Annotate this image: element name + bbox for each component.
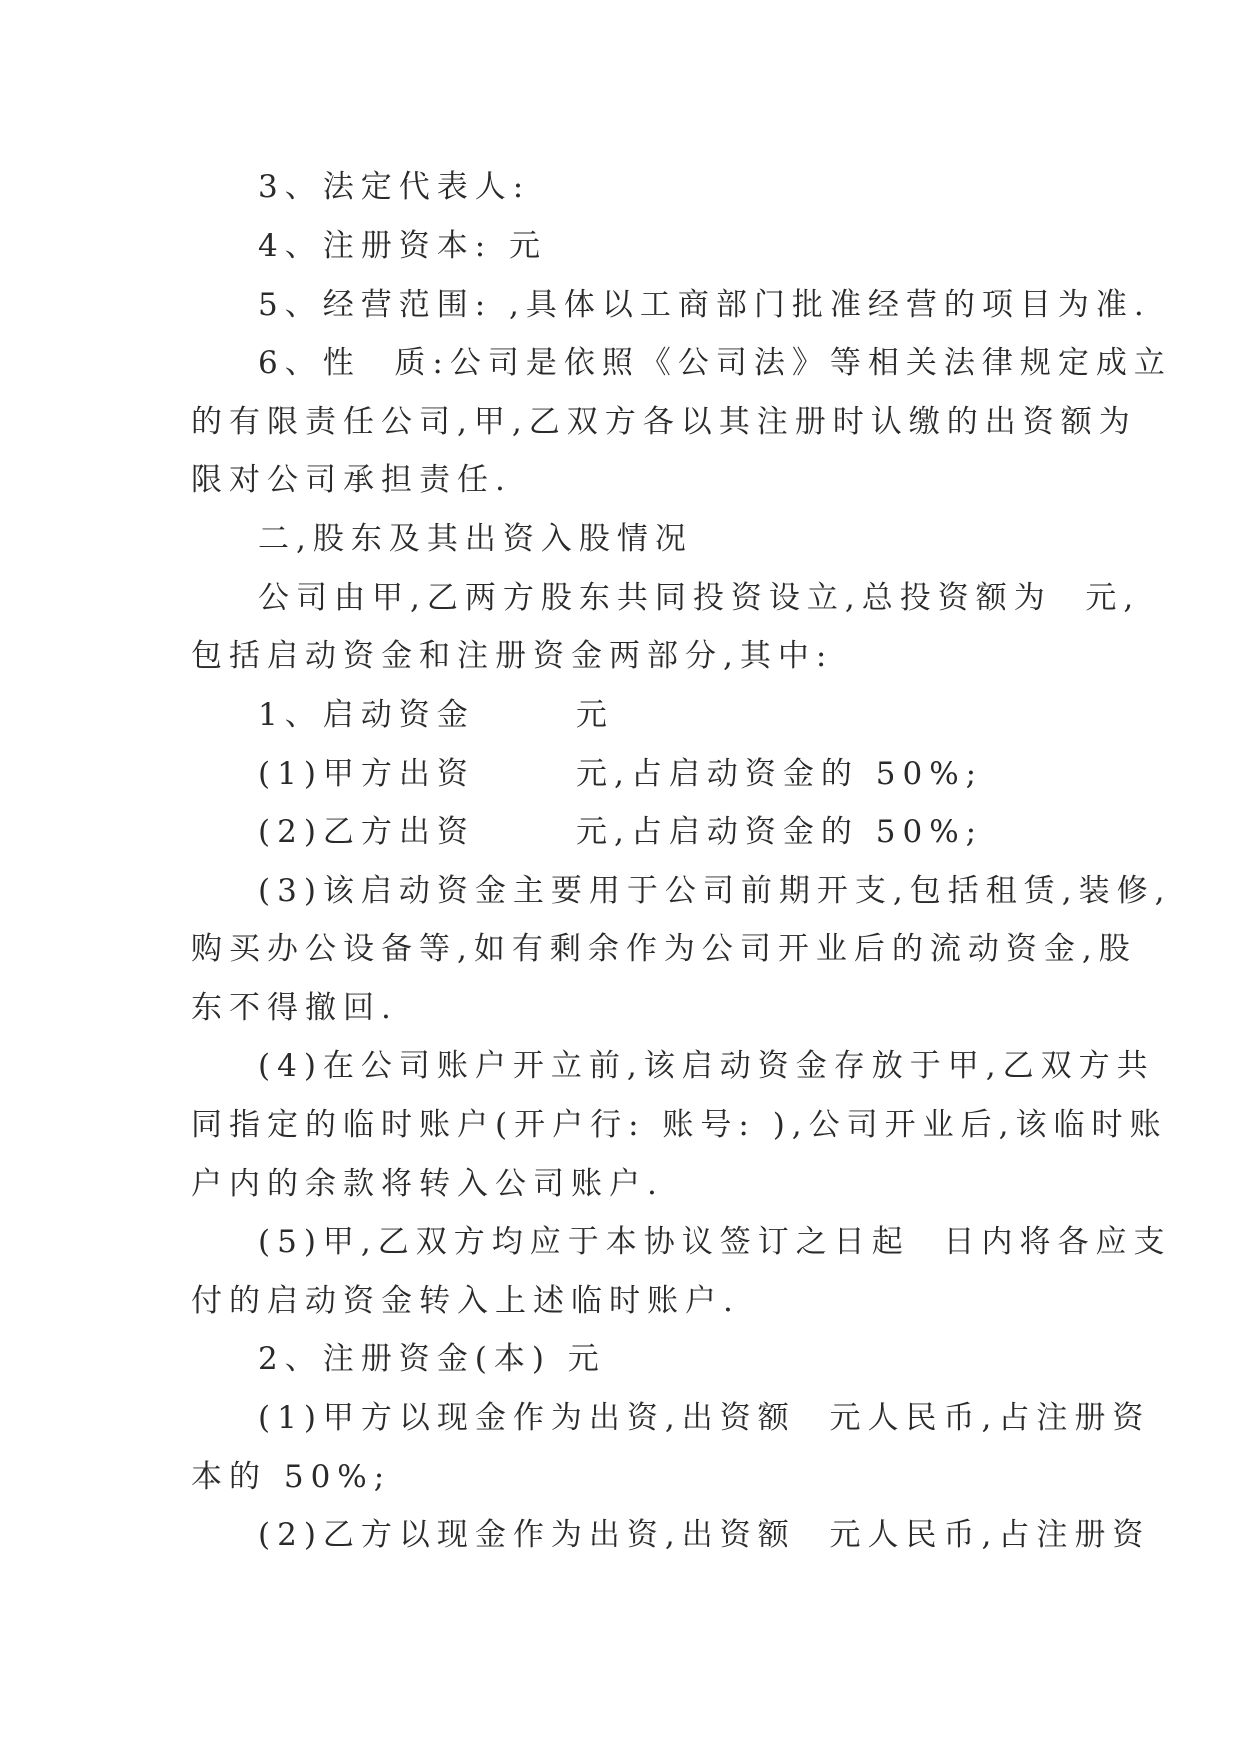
text-line: 3、法定代表人: <box>258 169 531 205</box>
text-line: 的有限责任公司,甲,乙双方各以其注册时认缴的出资额为 <box>191 404 1137 440</box>
text-line: 限对公司承担责任. <box>191 462 512 498</box>
text-line: 东不得撤回. <box>191 990 398 1026</box>
text-line: (1)甲方以现金作为出资,出资额 元人民币,占注册资 <box>258 1400 1151 1436</box>
text-line: 2、注册资金(本) 元 <box>258 1341 606 1377</box>
text-line: 同指定的临时账户(开户行: 账号: ),公司开业后,该临时账 <box>191 1107 1168 1143</box>
text-line: 付的启动资金转入上述临时账户. <box>191 1283 740 1319</box>
text-line: 6、性 质:公司是依照《公司法》等相关法律规定成立 <box>258 345 1172 381</box>
text-line: (5)甲,乙双方均应于本协议签订之日起 日内将各应支 <box>258 1224 1172 1260</box>
text-line: 5、经营范围: ,具体以工商部门批准经营的项目为准. <box>258 287 1151 323</box>
section-heading: 二,股东及其出资入股情况 <box>258 521 693 557</box>
text-line: (4)在公司账户开立前,该启动资金存放于甲,乙双方共 <box>258 1048 1155 1084</box>
text-line: 包括启动资金和注册资金两部分,其中: <box>191 638 834 674</box>
text-line: 1、启动资金 元 <box>258 697 614 733</box>
text-line: (2)乙方出资 元,占启动资金的 50%; <box>258 814 984 850</box>
text-line: 本的 50%; <box>191 1459 392 1495</box>
text-line: 4、注册资本: 元 <box>258 228 548 264</box>
text-line: 户内的余款将转入公司账户. <box>191 1166 664 1202</box>
text-line: (1)甲方出资 元,占启动资金的 50%; <box>258 756 984 792</box>
text-line: (3)该启动资金主要用于公司前期开支,包括租赁,装修, <box>258 873 1172 909</box>
text-line: (2)乙方以现金作为出资,出资额 元人民币,占注册资 <box>258 1517 1151 1553</box>
text-line: 购买办公设备等,如有剩余作为公司开业后的流动资金,股 <box>191 931 1137 967</box>
text-line: 公司由甲,乙两方股东共同投资设立,总投资额为 元, <box>258 580 1141 616</box>
